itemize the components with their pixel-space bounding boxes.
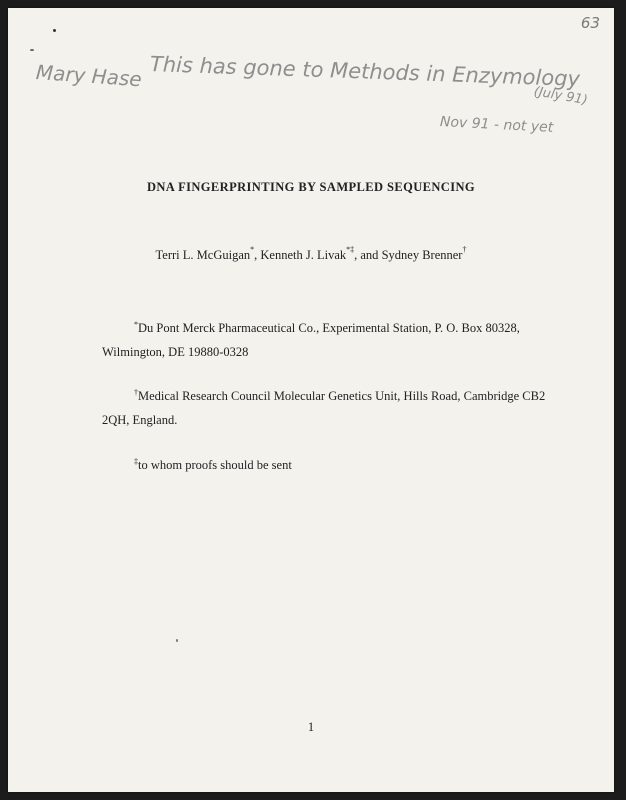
affiliation-dupont [102, 316, 582, 364]
affiliation-text: Medical Research Council Molecular Genetics Unit, Hills Road, Cambridge CB2 [138, 389, 546, 403]
affiliation-line [102, 316, 582, 340]
proofs-note [134, 453, 534, 477]
author-separator: , [254, 248, 261, 262]
author-separator: , and [354, 248, 382, 262]
affiliation-text: Du Pont Merck Pharmaceutical Co., Experimental Station, P. O. Box 80328, [138, 321, 520, 335]
handwritten-note: This has gone to Methods in Enzymology [149, 52, 581, 92]
author-name: Kenneth J. Livak [260, 248, 347, 262]
affiliation-line: 2QH, England. [102, 413, 178, 427]
handwritten-page-number: 63 [580, 14, 600, 32]
author-mark: † [462, 245, 467, 254]
ink-speck [176, 639, 178, 642]
author-mark: *‡ [346, 245, 355, 254]
ink-speck [53, 29, 56, 32]
handwritten-status: Nov 91 - not yet [439, 114, 554, 136]
affiliation-mrc [102, 384, 582, 432]
affiliation-line: Wilmington, DE 19880-0328 [102, 345, 249, 359]
affiliation-line [102, 384, 582, 408]
affiliation-mark: * [134, 320, 138, 329]
proofs-mark: ‡ [134, 457, 138, 466]
author-line [8, 245, 614, 263]
document-page [8, 8, 614, 792]
affiliation-mark: † [134, 388, 138, 397]
document-title: DNA FINGERPRINTING BY SAMPLED SEQUENCING [146, 180, 476, 194]
handwritten-name: Mary Hase [35, 60, 143, 92]
author-name: Terri L. McGuigan [155, 248, 251, 262]
page-number: 1 [307, 720, 315, 734]
author-name: Sydney Brenner [381, 248, 463, 262]
proofs-text: to whom proofs should be sent [138, 458, 292, 472]
handwritten-date: (July 91) [532, 84, 589, 109]
author-mark: * [250, 245, 255, 254]
ink-speck [30, 49, 34, 51]
